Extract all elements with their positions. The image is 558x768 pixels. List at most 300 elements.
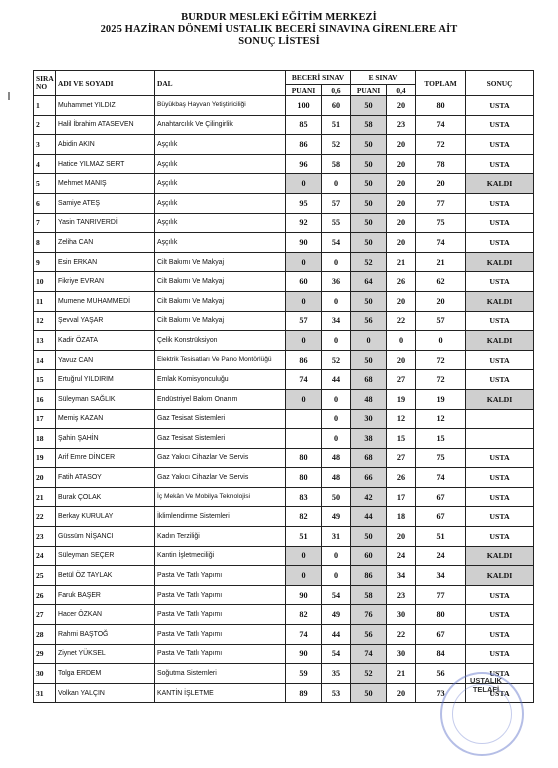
table-row [34,566,534,586]
table-row [34,193,534,213]
row-e-puani: 58 [351,115,387,135]
row-beceri-puani: 96 [286,154,322,174]
row-beceri-puani: 86 [286,350,322,370]
row-name: Fikriye EVRAN [56,272,155,292]
row-no: 9 [34,252,56,272]
row-beceri-puani: 59 [286,664,322,684]
row-beceri-weighted: 52 [322,135,351,155]
table-row [34,115,534,135]
col-header-e-puani: PUANI [351,85,387,96]
row-e-weighted: 22 [387,625,416,645]
table-row [34,252,534,272]
row-no: 13 [34,331,56,351]
row-dal: Pasta Ve Tatlı Yapımı [155,644,286,664]
row-e-weighted: 20 [387,291,416,311]
row-total: 0 [416,331,466,351]
row-result: USTA [466,350,534,370]
row-no: 11 [34,291,56,311]
doc-title-institution: BURDUR MESLEKİ EĞİTİM MERKEZİ [181,12,377,23]
row-e-puani: 52 [351,252,387,272]
stamp-label-line1: USTALIK [470,676,502,685]
row-no: 17 [34,409,56,429]
row-beceri-weighted: 0 [322,409,351,429]
row-result: USTA [466,193,534,213]
row-beceri-weighted: 58 [322,154,351,174]
row-dal: Gaz Yakıcı Cihazlar Ve Servis [155,468,286,488]
row-name: Zeliha CAN [56,233,155,253]
row-beceri-weighted: 48 [322,468,351,488]
row-e-puani: 50 [351,527,387,547]
row-no: 4 [34,154,56,174]
row-total: 78 [416,154,466,174]
row-total: 72 [416,350,466,370]
table-row [34,389,534,409]
table-row [34,174,534,194]
row-beceri-weighted: 54 [322,644,351,664]
row-dal: Cilt Bakımı Ve Makyaj [155,291,286,311]
table-row [34,291,534,311]
row-e-puani: 56 [351,311,387,331]
row-result [466,429,534,449]
row-total: 56 [416,664,466,684]
row-beceri-weighted: 0 [322,252,351,272]
row-e-weighted: 20 [387,193,416,213]
row-e-weighted: 22 [387,311,416,331]
row-total: 19 [416,389,466,409]
row-beceri-puani: 0 [286,291,322,311]
row-no: 29 [34,644,56,664]
row-dal: Aşçılık [155,213,286,233]
row-dal: Aşçılık [155,135,286,155]
row-e-weighted: 19 [387,389,416,409]
row-result: USTA [466,625,534,645]
row-dal: Büyükbaş Hayvan Yetiştiriciliği [155,96,286,116]
table-row [34,311,534,331]
row-name: Şevval YAŞAR [56,311,155,331]
row-result: USTA [466,683,534,703]
row-e-weighted: 21 [387,252,416,272]
row-name: Halil İbrahim ATASEVEN [56,115,155,135]
table-row [34,272,534,292]
row-e-puani: 50 [351,291,387,311]
row-name: Güssüm NİŞANCI [56,527,155,547]
row-total: 73 [416,683,466,703]
row-beceri-weighted: 0 [322,331,351,351]
row-no: 27 [34,605,56,625]
table-row [34,448,534,468]
row-beceri-puani: 90 [286,233,322,253]
col-header-e-factor: 0,4 [387,85,416,96]
row-name: Süleyman SAĞLIK [56,389,155,409]
row-no: 2 [34,115,56,135]
row-total: 75 [416,213,466,233]
row-name: Şahin ŞAHİN [56,429,155,449]
row-result: USTA [466,605,534,625]
row-e-puani: 42 [351,487,387,507]
row-name: Tolga ERDEM [56,664,155,684]
row-e-weighted: 20 [387,350,416,370]
row-beceri-weighted: 51 [322,115,351,135]
col-header-toplam: TOPLAM [416,71,466,96]
row-beceri-weighted: 52 [322,350,351,370]
row-dal: Çelik Konstrüksiyon [155,331,286,351]
row-result: USTA [466,644,534,664]
row-beceri-weighted: 55 [322,213,351,233]
row-result [466,409,534,429]
row-name: Memiş KAZAN [56,409,155,429]
results-body [34,96,534,703]
row-e-puani: 50 [351,174,387,194]
row-beceri-weighted: 34 [322,311,351,331]
row-beceri-weighted: 53 [322,683,351,703]
row-dal: Emlak Komisyonculuğu [155,370,286,390]
col-header-sira: SIRA NO [34,71,56,96]
row-beceri-weighted: 31 [322,527,351,547]
row-name: Süleyman SEÇER [56,546,155,566]
row-no: 14 [34,350,56,370]
row-dal: Pasta Ve Tatlı Yapımı [155,566,286,586]
row-total: 20 [416,174,466,194]
row-beceri-weighted: 36 [322,272,351,292]
doc-title-exam: 2025 HAZİRAN DÖNEMİ USTALIK BECERİ SINAVINA GİRENLERE AİT [100,24,458,35]
row-total: 77 [416,585,466,605]
row-e-weighted: 27 [387,370,416,390]
row-e-weighted: 18 [387,507,416,527]
row-e-puani: 50 [351,135,387,155]
table-row [34,625,534,645]
row-beceri-weighted: 49 [322,605,351,625]
table-row [34,409,534,429]
row-beceri-puani: 0 [286,566,322,586]
table-row [34,487,534,507]
row-dal: Pasta Ve Tatlı Yapımı [155,605,286,625]
row-e-weighted: 12 [387,409,416,429]
row-result: KALDI [466,174,534,194]
row-name: Hatice YILMAZ SERT [56,154,155,174]
row-e-weighted: 26 [387,468,416,488]
col-header-sonuc: SONUÇ [466,71,534,96]
col-header-ad: ADI VE SOYADI [56,71,155,96]
row-result: KALDI [466,252,534,272]
row-no: 28 [34,625,56,645]
col-header-dal: DAL [155,71,286,96]
row-result: USTA [466,96,534,116]
row-e-weighted: 30 [387,644,416,664]
row-no: 1 [34,96,56,116]
row-total: 34 [416,566,466,586]
row-dal: Gaz Tesisat Sistemleri [155,409,286,429]
row-beceri-puani: 83 [286,487,322,507]
row-e-weighted: 30 [387,605,416,625]
row-e-puani: 0 [351,331,387,351]
row-dal: Cilt Bakımı Ve Makyaj [155,252,286,272]
row-name: Muhammet YILDIZ [56,96,155,116]
row-name: Fatih ATASOY [56,468,155,488]
row-e-puani: 52 [351,664,387,684]
row-no: 22 [34,507,56,527]
row-dal: Anahtarcılık Ve Çilingirlik [155,115,286,135]
row-e-puani: 50 [351,350,387,370]
row-dal: İç Mekân Ve Mobilya Teknolojisi [155,487,286,507]
row-dal: Aşçılık [155,193,286,213]
row-no: 12 [34,311,56,331]
stamp-label [470,676,502,694]
row-name: Volkan YALÇIN [56,683,155,703]
row-e-weighted: 15 [387,429,416,449]
results-table [33,70,534,703]
table-row [34,96,534,116]
row-name: Ziynet YÜKSEL [56,644,155,664]
row-e-weighted: 27 [387,448,416,468]
row-e-puani: 50 [351,683,387,703]
row-beceri-puani: 80 [286,448,322,468]
row-e-puani: 50 [351,154,387,174]
row-beceri-puani: 90 [286,644,322,664]
row-no: 24 [34,546,56,566]
row-name: Mehmet MANIŞ [56,174,155,194]
row-e-weighted: 26 [387,272,416,292]
row-no: 31 [34,683,56,703]
row-beceri-weighted: 49 [322,507,351,527]
col-header-beceri-puani: PUANI [286,85,322,96]
table-row [34,605,534,625]
row-name: Yavuz CAN [56,350,155,370]
row-beceri-weighted: 50 [322,487,351,507]
row-beceri-puani: 0 [286,546,322,566]
row-result: USTA [466,507,534,527]
row-beceri-puani: 95 [286,193,322,213]
stamp-label-line2: TELAFİ [472,685,500,694]
row-total: 51 [416,527,466,547]
row-e-puani: 68 [351,370,387,390]
row-beceri-puani: 100 [286,96,322,116]
row-e-puani: 50 [351,193,387,213]
row-beceri-weighted: 0 [322,291,351,311]
row-result: USTA [466,154,534,174]
col-header-e-sinav: E SINAV [351,71,416,85]
row-beceri-puani: 0 [286,389,322,409]
row-beceri-weighted: 48 [322,448,351,468]
row-e-puani: 74 [351,644,387,664]
row-no: 10 [34,272,56,292]
row-beceri-puani: 57 [286,311,322,331]
row-e-weighted: 21 [387,664,416,684]
row-e-puani: 44 [351,507,387,527]
row-total: 67 [416,507,466,527]
row-e-puani: 48 [351,389,387,409]
row-e-weighted: 20 [387,96,416,116]
row-name: Faruk BAŞER [56,585,155,605]
row-beceri-puani: 60 [286,272,322,292]
row-total: 67 [416,487,466,507]
row-e-puani: 60 [351,546,387,566]
row-dal: Aşçılık [155,233,286,253]
row-e-weighted: 20 [387,683,416,703]
row-name: Mumene MUHAMMEDİ [56,291,155,311]
row-name: Rahmi BAŞTOĞ [56,625,155,645]
row-dal: Soğutma Sistemleri [155,664,286,684]
row-result: KALDI [466,291,534,311]
row-beceri-puani: 92 [286,213,322,233]
row-dal: Gaz Yakıcı Cihazlar Ve Servis [155,448,286,468]
row-beceri-weighted: 0 [322,389,351,409]
row-e-puani: 50 [351,213,387,233]
row-result: KALDI [466,566,534,586]
row-result: USTA [466,272,534,292]
row-result: USTA [466,664,534,684]
row-total: 74 [416,468,466,488]
row-beceri-puani: 0 [286,252,322,272]
row-no: 23 [34,527,56,547]
table-row [34,527,534,547]
row-e-puani: 64 [351,272,387,292]
row-beceri-weighted: 54 [322,233,351,253]
row-no: 8 [34,233,56,253]
row-result: USTA [466,370,534,390]
row-no: 20 [34,468,56,488]
row-result: KALDI [466,389,534,409]
row-dal: Cilt Bakımı Ve Makyaj [155,272,286,292]
row-beceri-puani: 89 [286,683,322,703]
table-row [34,370,534,390]
row-beceri-puani: 0 [286,331,322,351]
row-e-puani: 58 [351,585,387,605]
row-total: 74 [416,233,466,253]
row-total: 57 [416,311,466,331]
row-name: Betül ÖZ TAYLAK [56,566,155,586]
row-beceri-puani: 85 [286,115,322,135]
row-dal: Pasta Ve Tatlı Yapımı [155,625,286,645]
row-beceri-puani: 80 [286,468,322,488]
row-dal: Kadın Terziliği [155,527,286,547]
row-e-weighted: 20 [387,135,416,155]
row-e-weighted: 20 [387,213,416,233]
row-beceri-puani: 0 [286,174,322,194]
row-total: 72 [416,135,466,155]
row-e-weighted: 20 [387,174,416,194]
row-beceri-puani: 51 [286,527,322,547]
row-beceri-puani: 82 [286,507,322,527]
row-name: Yasin TANRIVERDİ [56,213,155,233]
table-row [34,468,534,488]
row-result: USTA [466,468,534,488]
row-beceri-weighted: 0 [322,429,351,449]
row-total: 77 [416,193,466,213]
row-dal: Aşçılık [155,154,286,174]
row-beceri-weighted: 44 [322,625,351,645]
row-name: Abidin AKIN [56,135,155,155]
row-name: Berkay KURULAY [56,507,155,527]
row-e-puani: 68 [351,448,387,468]
row-total: 72 [416,370,466,390]
row-beceri-puani: 90 [286,585,322,605]
row-beceri-puani: 82 [286,605,322,625]
row-no: 16 [34,389,56,409]
row-name: Samiye ATEŞ [56,193,155,213]
row-e-weighted: 23 [387,115,416,135]
row-dal: Gaz Tesisat Sistemleri [155,429,286,449]
row-beceri-weighted: 57 [322,193,351,213]
row-result: USTA [466,135,534,155]
row-total: 84 [416,644,466,664]
row-result: USTA [466,115,534,135]
row-total: 62 [416,272,466,292]
row-e-puani: 50 [351,233,387,253]
row-result: KALDI [466,331,534,351]
row-result: USTA [466,213,534,233]
row-e-weighted: 20 [387,527,416,547]
table-row [34,585,534,605]
row-e-weighted: 17 [387,487,416,507]
table-row [34,154,534,174]
row-beceri-weighted: 0 [322,566,351,586]
row-beceri-weighted: 44 [322,370,351,390]
row-beceri-weighted: 35 [322,664,351,684]
table-row [34,644,534,664]
row-e-puani: 38 [351,429,387,449]
row-beceri-weighted: 0 [322,546,351,566]
row-total: 75 [416,448,466,468]
row-e-puani: 50 [351,96,387,116]
row-beceri-puani [286,409,322,429]
row-no: 5 [34,174,56,194]
row-no: 3 [34,135,56,155]
row-beceri-puani: 74 [286,625,322,645]
row-no: 15 [34,370,56,390]
row-total: 80 [416,96,466,116]
row-e-puani: 66 [351,468,387,488]
row-result: USTA [466,527,534,547]
row-dal: İklimlendirme Sistemleri [155,507,286,527]
row-dal: Elektrik Tesisatları Ve Pano Montörlüğü [155,350,286,370]
row-beceri-weighted: 54 [322,585,351,605]
row-total: 24 [416,546,466,566]
row-total: 74 [416,115,466,135]
row-total: 12 [416,409,466,429]
row-result: USTA [466,311,534,331]
row-beceri-weighted: 60 [322,96,351,116]
row-e-puani: 56 [351,625,387,645]
col-header-beceri: BECERİ SINAV [286,71,351,85]
row-name: Esin ERKAN [56,252,155,272]
row-no: 21 [34,487,56,507]
row-name: Kadir ÖZATA [56,331,155,351]
table-row [34,429,534,449]
row-total: 67 [416,625,466,645]
row-e-weighted: 20 [387,154,416,174]
table-row [34,213,534,233]
table-row [34,350,534,370]
row-beceri-weighted: 0 [322,174,351,194]
row-dal: Endüstriyel Bakım Onarım [155,389,286,409]
row-dal: KANTİN İŞLETME [155,683,286,703]
row-result: USTA [466,448,534,468]
col-header-beceri-factor: 0,6 [322,85,351,96]
row-no: 6 [34,193,56,213]
row-total: 15 [416,429,466,449]
row-dal: Aşçılık [155,174,286,194]
row-e-weighted: 24 [387,546,416,566]
doc-title-list: SONUÇ LİSTESİ [238,36,320,47]
row-no: 30 [34,664,56,684]
row-e-weighted: 23 [387,585,416,605]
row-beceri-puani: 74 [286,370,322,390]
row-e-weighted: 20 [387,233,416,253]
row-total: 21 [416,252,466,272]
row-e-weighted: 0 [387,331,416,351]
row-no: 25 [34,566,56,586]
row-name: Arif Emre DİNCER [56,448,155,468]
